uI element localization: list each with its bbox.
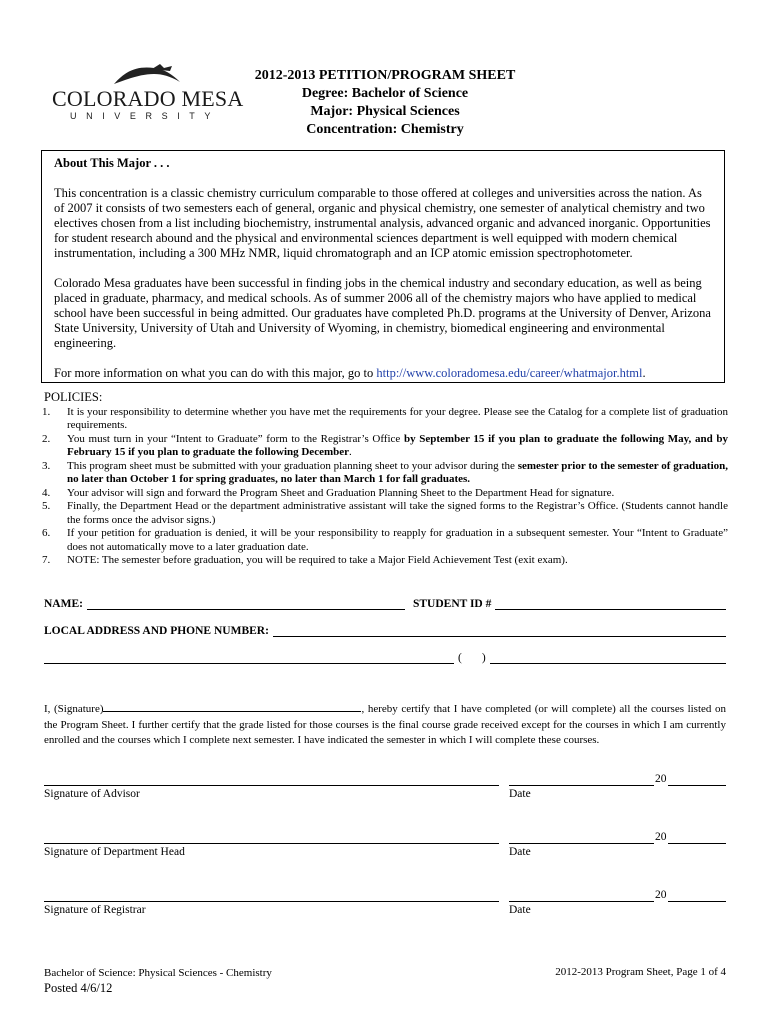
advisor-year-line[interactable] (668, 785, 726, 786)
dept-head-year-prefix: 20 (655, 831, 667, 843)
policy-text (67, 460, 728, 487)
registrar-date-line[interactable] (509, 901, 654, 902)
policy-text-regular: This program sheet must be submitted with your graduation planning sheet to your advisor during the (67, 459, 518, 472)
cert-signature-field[interactable] (103, 701, 361, 712)
policy-text-regular: You must turn in your “Intent to Graduate” form to the Registrar’s Office (67, 432, 404, 445)
policies-heading: POLICIES: (44, 390, 103, 404)
policies-section (44, 391, 728, 568)
advisor-date-line[interactable] (509, 785, 654, 786)
whatmajor-link[interactable]: http://www.coloradomesa.edu/career/whatmajor.html (376, 366, 643, 380)
registrar-year-prefix: 20 (655, 889, 667, 901)
policy-item (44, 460, 728, 487)
dept-head-date-line[interactable] (509, 843, 654, 844)
registrar-year-line[interactable] (668, 901, 726, 902)
policy-number: 7. (42, 554, 51, 566)
policy-number: 4. (42, 486, 51, 499)
policy-text: If your petition for graduation is denied, it will be your responsibility to reapply for graduation in a subsequent semester. Your “Intent to Graduate” does not automatically move to a later graduation date. (67, 527, 728, 553)
policy-text: It is your responsibility to determine whether you have met the requirements for your degree. Please see the Catalog for a complete list of graduation requirements. (67, 405, 728, 431)
policy-number: 6. (42, 527, 51, 539)
title-line-1: 2012-2013 PETITION/PROGRAM SHEET (254, 68, 516, 83)
address-label: LOCAL ADDRESS AND PHONE NUMBER: (44, 625, 269, 637)
phone-field[interactable] (490, 651, 726, 664)
policy-number: 5. (42, 500, 51, 512)
advisor-signature-line[interactable] (44, 785, 499, 786)
policy-item (44, 433, 728, 460)
registrar-signature-label: Signature of Registrar (44, 904, 146, 916)
policy-item (44, 406, 728, 433)
policy-number: 3. (42, 459, 51, 472)
student-id-label: STUDENT ID # (412, 598, 492, 610)
title-concentration: Concentration: Chemistry (306, 122, 464, 137)
about-heading: About This Major . . . (54, 156, 170, 170)
program-sheet-title (220, 67, 550, 139)
certification-statement (44, 701, 726, 749)
footer-program: Bachelor of Science: Physical Sciences - Chemistry (44, 967, 272, 979)
address-line-2-field[interactable] (44, 651, 454, 664)
about-paragraph-2: Colorado Mesa graduates have been successful in finding jobs in the chemical industry and secondary education, as well as being placed in graduate, pharmacy, and medical schools. As of summer 2006 all of the chemistry majors who have applied to medical school have been successful in being admitted. Our graduates have completed Ph.D. programs at the University of Denver, Arizona State University, University of Utah and University of Wyoming, in chemistry, biomedical engineering and environmental engineering. (54, 276, 711, 350)
advisor-date-label: Date (509, 788, 531, 800)
policy-number: 2. (42, 432, 51, 445)
address-phone-row (44, 651, 726, 664)
policy-number: 1. (42, 405, 51, 418)
advisor-year-prefix: 20 (655, 773, 667, 785)
university-logo (52, 60, 244, 122)
more-info-prefix: For more information on what you can do with this major, go to (54, 366, 377, 380)
address-row (44, 624, 726, 637)
dept-head-signature-label: Signature of Department Head (44, 846, 185, 858)
logo-university: UNIVERSITY (70, 111, 221, 121)
about-this-major-box (41, 150, 725, 383)
name-row (44, 597, 726, 610)
mesa-logo-icon (112, 62, 182, 88)
policy-text: NOTE: The semester before graduation, you will be required to take a Major Field Achievement Test (exit exam). (67, 554, 568, 566)
dept-head-year-line[interactable] (668, 843, 726, 844)
cert-prefix: I, (Signature) (44, 703, 104, 715)
footer-left (44, 966, 272, 996)
more-info-suffix: . (642, 366, 646, 380)
policy-text-bold: by September 15 if you plan to graduate the following May, and by February 15 if you plan to graduate the following December (67, 432, 728, 458)
registrar-signature-line[interactable] (44, 901, 499, 902)
more-info-line (54, 366, 712, 381)
name-label: NAME: (44, 598, 83, 610)
policy-text (67, 433, 728, 460)
name-field[interactable] (87, 597, 405, 610)
title-degree: Degree: Bachelor of Science (301, 86, 469, 101)
policy-item (44, 500, 728, 527)
dept-head-date-label: Date (509, 846, 531, 858)
policy-text: Finally, the Department Head or the department administrative assistant will take the signed forms to the Registrar’s Office. (Students cannot handle the forms once the advisor signs.) (67, 500, 728, 526)
student-id-field[interactable] (495, 597, 726, 610)
about-paragraph-1: This concentration is a classic chemistry curriculum comparable to those offered at colleges and universities across the nation. As of 2007 it consists of two semesters each of general, organic and physical chemistry, one semester of analytical chemistry and two electives chosen from a list including biochemistry, instrumental analysis, advanced organic and advanced inorganic. Opportunities for student research abound and the physical and environmental sciences department is well equipped with modern chemical instrumentation, including a 300 MHz NMR, liquid chromatograph and an ICP atomic emission spectrophotometer. (54, 186, 711, 260)
address-field[interactable] (273, 624, 726, 637)
registrar-date-label: Date (509, 904, 531, 916)
policy-text-end: . (349, 446, 352, 458)
advisor-signature-label: Signature of Advisor (44, 788, 140, 800)
footer-posted-date: Posted 4/6/12 (44, 981, 113, 995)
policy-text-bold: semester prior to the semester of graduation, no later than October 1 for spring graduates, no later than March 1 for fall graduates. (67, 459, 728, 485)
policy-item (44, 527, 728, 554)
footer-page-number: 2012-2013 Program Sheet, Page 1 of 4 (555, 966, 726, 978)
phone-area-open: ( (458, 652, 462, 664)
policy-text: Your advisor will sign and forward the Program Sheet and Graduation Planning Sheet to the Department Head for signature. (67, 486, 615, 499)
logo-name: COLORADO MESA (52, 86, 244, 111)
phone-area-close: ) (481, 652, 486, 664)
policy-item (44, 554, 728, 568)
cert-text: , hereby certify that I have completed (or will complete) all the courses listed on the Program Sheet. I further certify that the grade listed for those courses is the final course grade received except for the courses in which I am currently enrolled and the courses which I complete next semester. I have indicated the semester in which I will complete these courses. (44, 703, 726, 746)
title-major: Major: Physical Sciences (310, 104, 460, 119)
policy-item (44, 487, 728, 501)
dept-head-signature-line[interactable] (44, 843, 499, 844)
